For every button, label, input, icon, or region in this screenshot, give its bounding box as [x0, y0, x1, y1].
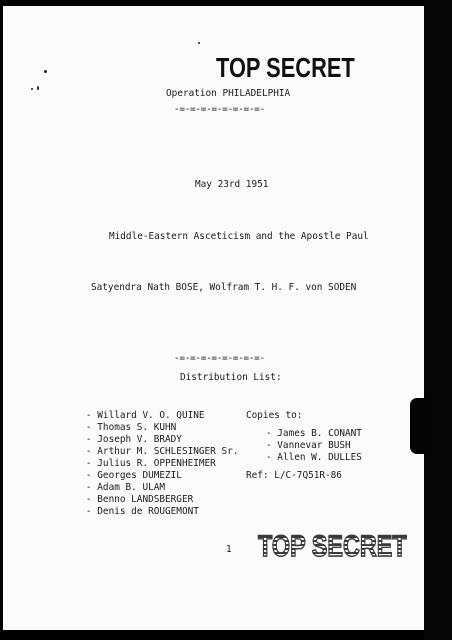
list-item: - Vannevar BUSH [266, 440, 351, 451]
distribution-heading: Distribution List: [180, 372, 282, 383]
list-item: - Joseph V. BRADY [86, 434, 182, 445]
top-secret-stamp-faded: TOP SECRET [258, 530, 407, 563]
reference-code: Ref: L/C-7Q51R-86 [246, 470, 342, 481]
operation-name: Operation PHILADELPHIA [166, 88, 291, 99]
list-item: - Willard V. O. QUINE [86, 410, 205, 421]
document-title: Middle-Eastern Asceticism and the Apostle Paul [109, 231, 369, 242]
list-item: - Allen W. DULLES [266, 452, 362, 463]
list-item: - Georges DUMEZIL [86, 470, 182, 481]
distribution-rule: -=-=-=-=-=-=-=-=- [174, 353, 265, 364]
top-secret-stamp: TOP SECRET [216, 52, 355, 83]
list-item: - Julius R. OPPENHEIMER [86, 458, 216, 469]
scan-speck [31, 88, 33, 90]
list-item: - James B. CONANT [266, 428, 362, 439]
document-authors: Satyendra Nath BOSE, Wolfram T. H. F. von SODEN [91, 282, 357, 293]
header-rule: -=-=-=-=-=-=-=-=- [174, 104, 265, 115]
scan-speck [198, 42, 200, 44]
list-item: - Adam B. ULAM [86, 482, 166, 493]
binder-tab-mark [410, 398, 426, 454]
scan-speck [37, 86, 39, 90]
list-item: - Thomas S. KUHN [86, 422, 177, 433]
page-number: 1 [226, 544, 232, 555]
scan-speck [44, 70, 47, 73]
document-date: May 23rd 1951 [195, 179, 269, 190]
list-item: - Benno LANDSBERGER [86, 494, 194, 505]
copies-heading: Copies to: [246, 410, 303, 421]
list-item: - Denis de ROUGEMONT [86, 506, 199, 517]
scan-background [424, 0, 452, 640]
list-item: - Arthur M. SCHLESINGER Sr. [86, 446, 239, 457]
